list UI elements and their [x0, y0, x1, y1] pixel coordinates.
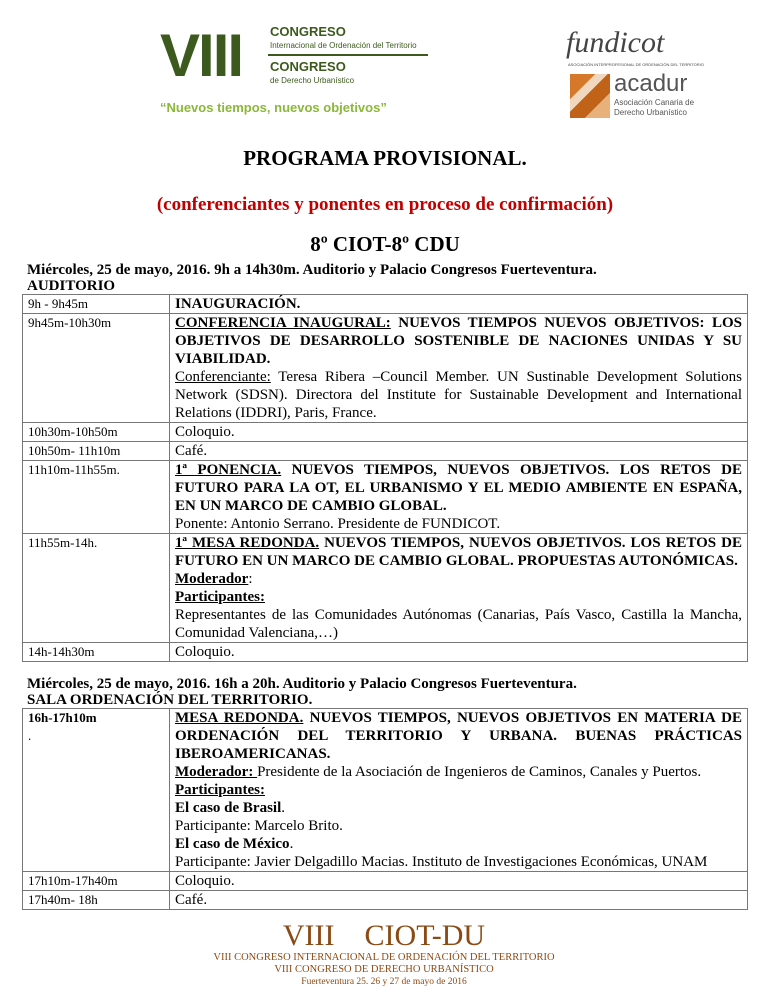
logo-numeral: VIII	[160, 22, 243, 89]
session1-heading: Miércoles, 25 de mayo, 2016. 9h a 14h30m. Auditorio y Palacio Congresos Fuerteventura. AUDITORIO	[27, 262, 597, 294]
table-row: 17h40m- 18h Café.	[23, 891, 748, 910]
table-row: 17h10m-17h40m Coloquio.	[23, 872, 748, 891]
table-row: 16h-17h10m . MESA REDONDA. NUEVOS TIEMPOS, NUEVOS OBJETIVOS EN MATERIA DE ORDENACIÓN DEL TERRITORIO Y URBANA. BUENAS PRÁCTICAS IBEROAMERICANAS. Moderador: Presidente de la Asociación de Ingenieros de Caminos, Canales y Puertos. Participantes: El caso de Brasil. Participante: Marcelo Brito. El caso de México. Participante: Javier Delgadillo Macias. Instituto de Investigaciones Económicas, UNAM	[23, 709, 748, 872]
table-row: 10h30m-10h50m Coloquio.	[23, 423, 748, 442]
fundicot-logo: fundicot	[566, 26, 665, 59]
footer-line3: Fuerteventura 25. 26 y 27 de mayo de 2016	[301, 977, 467, 987]
session2-table	[22, 708, 748, 910]
table-row: 11h55m-14h. 1ª MESA REDONDA. NUEVOS TIEMPOS, NUEVOS OBJETIVOS. LOS RETOS DE FUTURO EN UN MARCO DE CAMBIO GLOBAL. PROPUESTAS AUTONÓMICAS. Moderador: Participantes: Representantes de las Comunidades Autónomas (Canarias, País Vasco, Castilla la Mancha, Comunidad Valenciana,…)	[23, 534, 748, 643]
fundicot-subtitle: ASOCIACIÓN INTERPROFESIONAL DE ORDENACIÓN DEL TERRITORIO	[568, 62, 704, 67]
acadur-logo-mark	[570, 74, 610, 118]
page-title: PROGRAMA PROVISIONAL.	[243, 146, 527, 170]
page-content	[0, 146, 768, 910]
acadur-logo: acadur	[614, 70, 688, 97]
page-footer	[0, 920, 768, 992]
acadur-subtitle: Asociación Canaria de Derecho Urbanístico	[614, 98, 695, 117]
table-row: 9h - 9h45m INAUGURACIÓN.	[23, 295, 748, 314]
logo-divider	[268, 54, 428, 56]
session1-table	[22, 294, 748, 662]
subtitle: (conferenciantes y ponentes en proceso de confirmación)	[156, 194, 614, 215]
footer-line2: VIII CONGRESO DE DERECHO URBANÍSTICO	[274, 964, 494, 975]
table-row: 14h-14h30m Coloquio.	[23, 643, 748, 662]
motto: “Nuevos tiempos, nuevos objetivos”	[160, 100, 387, 115]
page-header	[0, 0, 768, 140]
logo-line2-sub: de Derecho Urbanístico	[270, 76, 355, 85]
footer-title: VIII CIOT-DU	[282, 919, 486, 952]
logo-line1: CONGRESO	[270, 24, 346, 39]
congress-logo	[160, 22, 480, 122]
session2-heading: Miércoles, 25 de mayo, 2016. 16h a 20h. Auditorio y Palacio Congresos Fuerteventura. SALA ORDENACIÓN DEL TERRITORIO.	[27, 676, 577, 708]
table-row: 10h50m- 11h10m Café.	[23, 442, 748, 461]
footer-line1: VIII CONGRESO INTERNACIONAL DE ORDENACIÓN DEL TERRITORIO	[213, 952, 555, 963]
logo-line1-sub: Internacional de Ordenación del Territorio	[270, 41, 417, 50]
logo-line2: CONGRESO	[270, 59, 346, 74]
table-row: 9h45m-10h30m CONFERENCIA INAUGURAL: NUEVOS TIEMPOS NUEVOS OBJETIVOS: LOS OBJETIVOS DE DESARROLLO SOSTENIBLE DE NACIONES UNIDAS Y SU VIABILIDAD. Conferenciante: Teresa Ribera –Council Member. UN Sustinable Development Solutions Network (SDSN). Directora del Institute for Sustainable Development and International Relations (IDDRI), Paris, France.	[23, 314, 748, 423]
edition: 8º CIOT-8º CDU	[310, 232, 460, 256]
table-row: 11h10m-11h55m. 1ª PONENCIA. NUEVOS TIEMPOS, NUEVOS OBJETIVOS. LOS RETOS DE FUTURO PARA LA OT, EL URBANISMO Y EL MEDIO AMBIENTE EN ESPAÑA, EN UN MARCO DE CAMBIO GLOBAL. Ponente: Antonio Serrano. Presidente de FUNDICOT.	[23, 461, 748, 534]
